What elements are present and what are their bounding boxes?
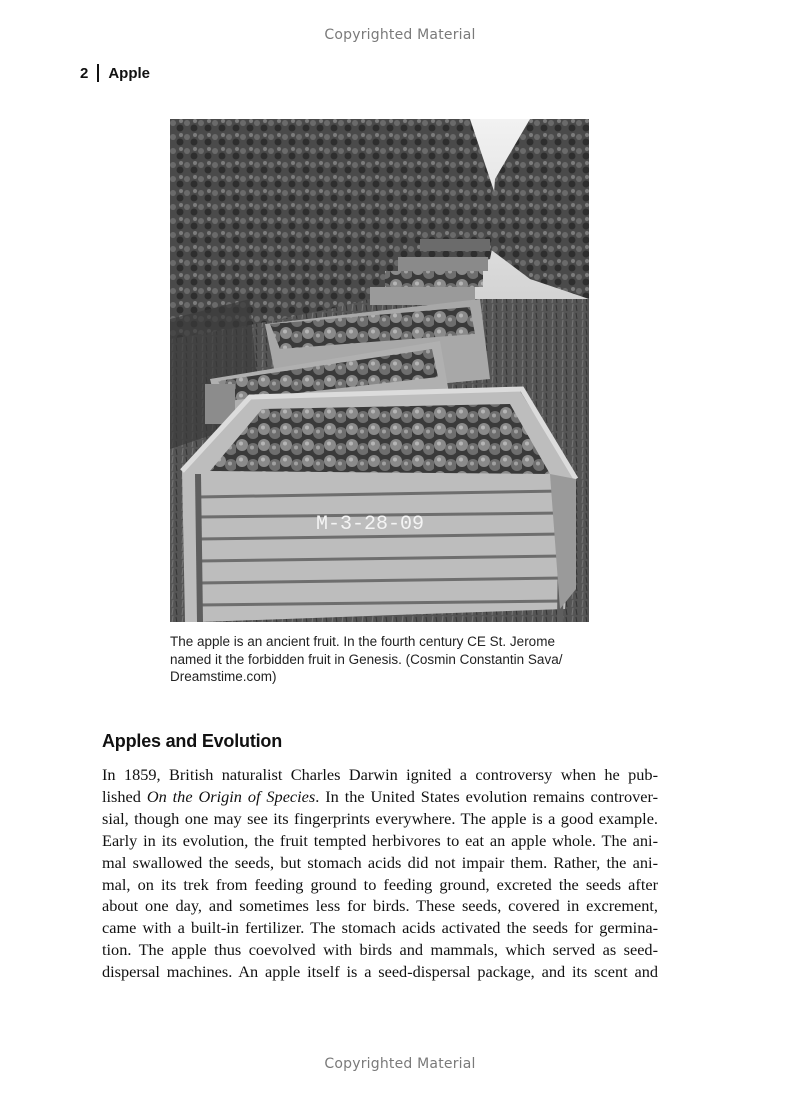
body-paragraph (102, 764, 658, 983)
running-head-separator (97, 64, 99, 82)
text-line: tion. The apple thus coevolved with birds and mammals, which served as seed- (102, 940, 658, 960)
text-line: In 1859, British naturalist Charles Darwin ignited a controversy when he pub- (102, 765, 658, 784)
caption-line: Dreamstime.com) (170, 669, 277, 684)
text-line: Early in its evolution, the fruit tempted herbivores to eat an apple whole. The ani- (102, 830, 658, 850)
running-head-title: Apple (108, 64, 151, 82)
text-line: mal, on its trek from feeding ground to feeding ground, excreted the seeds after (102, 874, 658, 894)
book-title: On the Origin of Species (146, 786, 316, 806)
crate-marking: M-3-28-09 (316, 513, 425, 536)
text-line: about one day, and sometimes less for birds. These seeds, covered in excrement, (102, 896, 658, 916)
text-line: dispersal machines. An apple itself is a seed-dispersal package, and its scent and (102, 962, 658, 982)
copyright-watermark-top: Copyrighted Material (324, 27, 476, 43)
orchard-crates-photo (170, 119, 589, 622)
text-line: sial, though one may see its fingerprints everywhere. The apple is a good example. (102, 808, 658, 828)
text-line: mal swallowed the seeds, but stomach acids did not impair them. Rather, the ani- (102, 852, 658, 872)
text-line: came with a built-in fertilizer. The stomach acids activated the seeds for germina- (102, 918, 658, 938)
page-number: 2 (80, 64, 89, 82)
caption-line: named it the forbidden fruit in Genesis. (Cosmin Constantin Sava/ (170, 651, 563, 667)
copyright-watermark-bottom: Copyrighted Material (324, 1056, 476, 1072)
section-heading: Apples and Evolution (102, 731, 283, 751)
running-head (80, 64, 150, 82)
text-line: lished On the Origin of Species. In the United States evolution remains controver- (102, 786, 658, 806)
caption-line: The apple is an ancient fruit. In the fourth century CE St. Jerome (170, 634, 555, 649)
figure-caption (170, 633, 600, 686)
